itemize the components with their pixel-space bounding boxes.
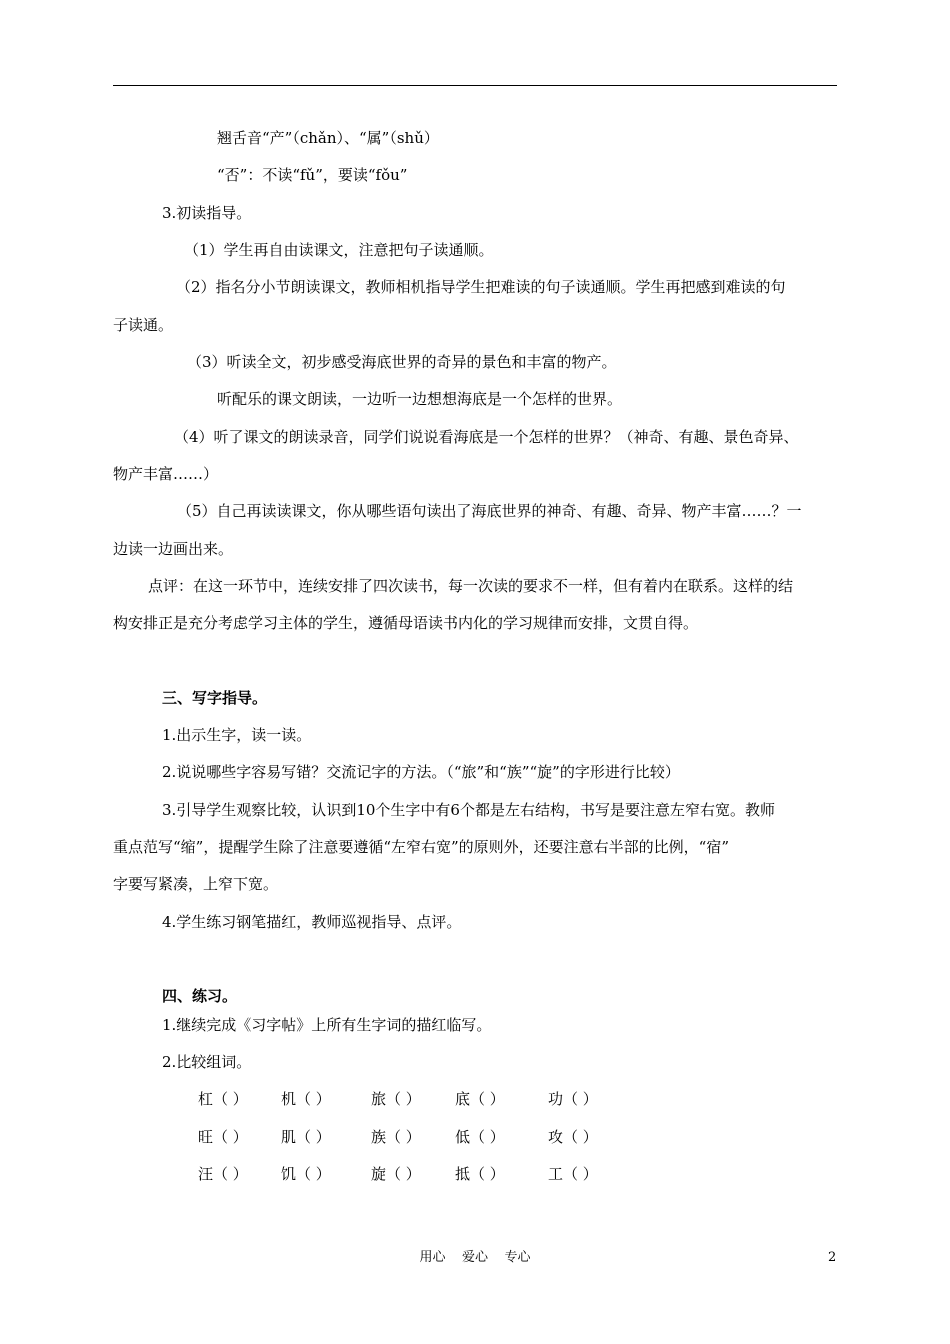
step-item-5-line1: （5）自己再读读课文，你从哪些语句读出了海底世界的神奇、有趣、奇异、物产丰富……？一 (177, 502, 802, 520)
step-item-1: （1）学生再自由读课文，注意把句子读通顺。 (184, 241, 494, 259)
step-item-4-line1: （4）听了课文的朗读录音，同学们说说看海底是一个怎样的世界？（神奇、有趣、景色奇异、 (174, 428, 799, 446)
word-cell: 杠（ ） (198, 1090, 248, 1108)
word-cell: 抵（ ） (455, 1165, 505, 1183)
step-heading: 3.初读指导。 (162, 204, 252, 222)
word-cell: 族（ ） (371, 1127, 421, 1146)
word-cell: 机（ ） (281, 1090, 331, 1108)
word-cell: 饥（ ） (281, 1165, 331, 1183)
step-item-3-detail: 听配乐的课文朗读，一边听一边想想海底是一个怎样的世界。 (217, 390, 623, 408)
word-cell: 攻（ ） (548, 1127, 598, 1146)
step-item-4-line2: 物产丰富……） (113, 465, 219, 483)
word-cell: 工（ ） (548, 1165, 598, 1183)
footer-text: 用心 爱心 专心 (419, 1250, 531, 1265)
word-cell: 功（ ） (548, 1090, 598, 1108)
word-cell: 底（ ） (455, 1090, 505, 1108)
step-item-2-line2: 子读通。 (113, 316, 174, 334)
step-item-2-line1: （2）指名分小节朗读课文，教师相机指导学生把难读的句子读通顺。学生再把感到难读的句 (176, 278, 786, 296)
word-cell: 低（ ） (455, 1127, 505, 1146)
header-rule (113, 85, 837, 86)
step-item-5-line2: 边读一边画出来。 (113, 540, 234, 558)
comment-line1: 点评：在这一环节中，连续安排了四次读书，每一次读的要求不一样，但有着内在联系。这样的结 (148, 577, 794, 595)
pinyin-note-1: 翘舌音“产”（chǎn）、“属”（shǔ） (217, 129, 439, 147)
section-heading-practice: 四、练习。 (162, 987, 238, 1005)
writing-item-2: 2.说说哪些字容易写错？交流记字的方法。（“旅”和“族”“旋”的字形进行比较） (162, 763, 680, 781)
section-heading-writing: 三、写字指导。 (162, 689, 268, 707)
practice-item-1: 1.继续完成《习字帖》上所有生字词的描红临写。 (162, 1016, 492, 1034)
writing-item-1: 1.出示生字，读一读。 (162, 726, 312, 744)
word-cell: 旋（ ） (371, 1165, 421, 1183)
writing-item-3-line2: 重点范写“缩”，提醒学生除了注意要遵循“左窄右宽”的原则外，还要注意右半部的比例，“宿” (113, 838, 730, 856)
step-item-3: （3）听读全文，初步感受海底世界的奇异的景色和丰富的物产。 (187, 353, 617, 371)
practice-item-2: 2.比较组词。 (162, 1053, 252, 1071)
writing-item-3-line3: 字要写紧凑，上窄下宽。 (113, 875, 279, 893)
page-number: 2 (828, 1250, 837, 1265)
word-cell: 肌（ ） (281, 1127, 331, 1146)
comment-line2: 构安排正是充分考虑学习主体的学生，遵循母语读书内化的学习规律而安排，文贯自得。 (113, 614, 699, 632)
writing-item-3-line1: 3.引导学生观察比较，认识到10个生字中有6个都是左右结构，书写是要注意左窄右宽。教师 (162, 801, 775, 819)
word-cell: 旺（ ） (198, 1127, 248, 1146)
word-cell: 旅（ ） (371, 1090, 421, 1108)
word-cell: 汪（ ） (198, 1165, 248, 1183)
writing-item-4: 4.学生练习钢笔描红，教师巡视指导、点评。 (162, 913, 462, 931)
pinyin-note-2: “否”：不读“fǔ”，要读“fǒu” (217, 166, 408, 184)
